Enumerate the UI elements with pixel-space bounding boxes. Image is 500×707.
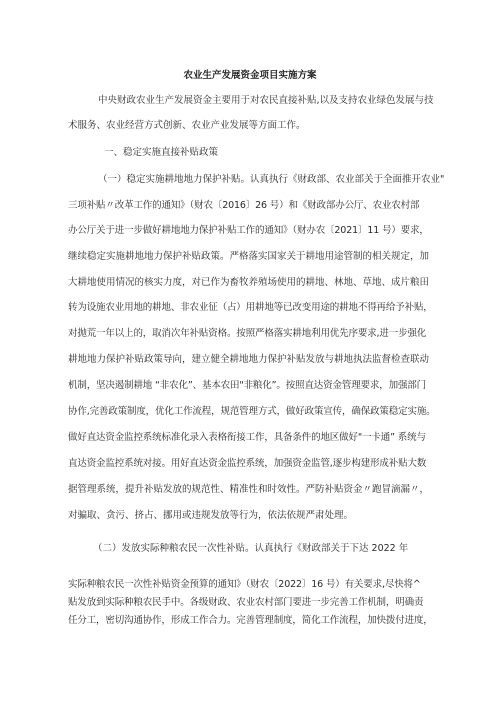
paragraph-line: 中央财政农业生产发展资金主要用于对农民直接补贴,以及支持农业绿色发展与技 — [98, 95, 434, 106]
paragraph-line: 机制，坚决遏制耕地 “非农化”、基本农田"非粮化”。按照直达资金管理要求，加强部门 — [68, 380, 427, 391]
paragraph-line: 对抛荒一年以上的，取消次年补贴资格。按照严格落实耕地利用优先序要求,进一步强化 — [68, 328, 427, 339]
document-title: 农业生产发展资金项目实施方案 — [183, 70, 317, 81]
paragraph-line: 实际种粮农民一次性补贴资金预算的通知》（财农〔2022〕16 号）有关要求,尽快将^ — [68, 579, 421, 590]
paragraph-line: 转为设施农业用地的耕地、非农业征（占）用耕地等已改变用途的耕地不得再给予补贴， — [68, 302, 433, 313]
paragraph-line: 直达资金监控系统对接。用好直达资金监控系统，加强资金监管,逐步构建形成补贴大数 — [68, 458, 427, 469]
paragraph-line: （一）稳定实施耕地地力保护补贴。认真执行《财政部、农业部关于全面推开农业" — [98, 174, 445, 185]
paragraph-line: 耕地地力保护补贴政策导向，建立健全耕地地力保护补贴发放与耕地执法监督检查联动 — [68, 354, 430, 365]
section-heading: （二）发放实际种粮农民一次性补贴。认真执行《财政部关于下达 2022 年 — [93, 543, 409, 554]
paragraph-line: 据管理系统，提升补贴发放的规范性、精准性和时效性。严防补贴资金〃跑冒滴漏〃， — [68, 484, 430, 495]
paragraph-line: 三项补贴〃改革工作的通知》（财农〔2016〕26 号）和《财政部办公厅、农业农村部 — [68, 200, 420, 211]
paragraph-line: 对骗取、贪污、挤占、挪用或违规发放等行为，依法依规严肃处理。 — [68, 510, 354, 521]
paragraph-line: 协作,完善政策制度，优化工作流程，规范管理方式，做好政策宣传，确保政策稳定实施。 — [68, 406, 436, 417]
paragraph-line: 办公厅关于进一步做好耕地地力保护补贴工作的通知》（财办农〔2021〕11 号）要求， — [68, 225, 429, 236]
paragraph-line: 大耕地使用情况的核实力度，对已作为畜牧养殖场使用的耕地、林地、草地、成片粮田 — [68, 277, 430, 288]
paragraph-line: 做好直达资金监控系统标准化录入表格衔接工作，具备条件的地区做好"一卡通” 系统与 — [68, 432, 426, 443]
paragraph-line: 继续稳定实施耕地地力保护补贴政策。严格落实国家关于耕地用途管制的相关规定，加 — [68, 251, 430, 262]
paragraph-line: 术服务、农业经营方式创新、农业产业发展等方面工作。 — [68, 120, 306, 131]
paragraph-line: 任分工，密切沟通协作，形成工作合力。完善管理制度，简化工作流程，加快拨付进度， — [68, 615, 433, 626]
section-heading: 一、稳定实施直接补贴政策 — [104, 147, 219, 158]
paragraph-line: 贴发放到实际种粮农民手中。各级财政、农业农村部门要进一步完善工作机制，明确责 — [68, 597, 424, 608]
